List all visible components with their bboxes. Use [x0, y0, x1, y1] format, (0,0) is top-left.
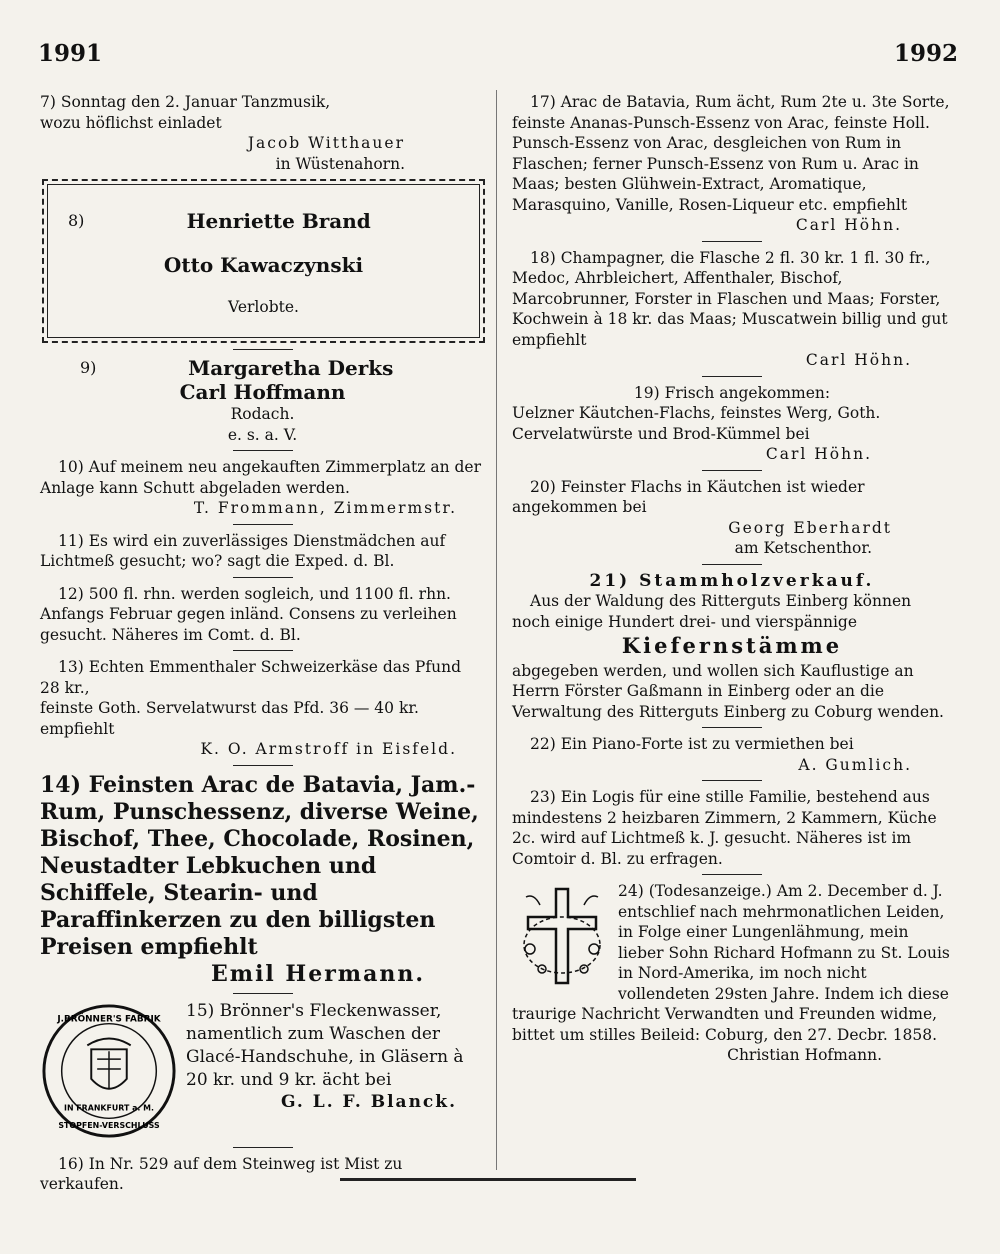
ad-13-signature: K. O. Armstroff in Eisfeld.	[200, 740, 457, 758]
ad-13	[40, 657, 485, 760]
right-column	[512, 92, 952, 1071]
ad-24-text: 24) (Todesanzeige.) Am 2. December d. J. entschlief nach mehrmonatlichen Leiden, in Folge einer Lungenlähmung, mein lieber Sohn Richard Hofmann zu St. Louis in Nord-Amerika, im noch nicht vollendeten 29sten Jahre. Indem ich diese traurige Nachricht Verwandten und Freunden widme, bittet um stilles Beileid: Coburg, den 27. Decbr. 1858.	[512, 882, 950, 1044]
ad-8-name1	[54, 209, 473, 233]
separator	[233, 1147, 293, 1148]
page-number-left: 1991	[38, 40, 103, 67]
ad-7-line2: wozu höflichst einladet	[40, 113, 222, 132]
ad-22	[512, 734, 952, 775]
ad-19-text: Uelzner Käutchen-Flachs, feinstes Werg, Goth. Cervelatwürste und Brod-Kümmel bei	[512, 404, 881, 443]
ad-21-heading: 21) Stammholzverkauf.	[589, 570, 875, 591]
ad-12-text: 12) 500 fl. rhn. werden sogleich, und 1100 fl. rhn. Anfangs Februar gegen inländ. Consens zu verleihen gesucht. Näheres im Comt. d. Bl.	[40, 584, 457, 644]
ad-23-text: 23) Ein Logis für eine stille Familie, bestehend aus mindestens 2 heizbaren Zimmern, 2 Kammern, Küche 2c. wird auf Lichtmeß k. J. gesucht. Näheres ist im Comtoir d. Bl. zu erfragen.	[512, 788, 937, 868]
ad-18-signature: Carl Höhn.	[805, 351, 912, 369]
ad-21	[512, 571, 952, 723]
footer-rule	[340, 1178, 636, 1181]
ad-10	[40, 457, 485, 519]
ad-9-place: Rodach.	[230, 405, 295, 423]
ad-15-signature: G. L. F. Blanck.	[281, 1091, 457, 1112]
ad-7	[40, 92, 485, 174]
ad-13-line1: 13) Echten Emmenthaler Schweizerkäse das Pfund 28 kr.,	[40, 658, 461, 697]
separator	[233, 450, 293, 451]
ad-19-signature: Carl Höhn.	[765, 445, 872, 463]
separator	[233, 765, 293, 766]
ad-8-engagement-frame	[42, 179, 485, 343]
stamp-bottom-text: STOPFEN-VERSCHLUSS	[58, 1120, 160, 1130]
ad-9	[40, 356, 485, 445]
separator	[702, 470, 762, 471]
separator	[233, 993, 293, 994]
ad-8-name2: Otto Kawaczynski	[163, 253, 364, 277]
ad-17-signature: Carl Höhn.	[795, 216, 902, 234]
ad-22-text: 22) Ein Piano-Forte ist zu vermiethen bei	[530, 735, 854, 753]
ad-11	[40, 531, 485, 572]
ad-14	[40, 772, 485, 988]
ad-21-text1: Aus der Waldung des Ritterguts Einberg können noch einige Hundert drei- und vierspännige	[512, 592, 912, 631]
broenner-seal-icon	[40, 1002, 178, 1140]
ad-8-status: Verlobte.	[228, 298, 299, 316]
ad-21-product: Kiefernstämme	[621, 633, 843, 658]
separator	[702, 874, 762, 875]
ad-9-note: e. s. a. V.	[227, 425, 298, 444]
ad-20-place: am Ketschenthor.	[734, 539, 872, 557]
separator	[702, 376, 762, 377]
ad-20-signature: Georg Eberhardt	[728, 518, 892, 537]
ad-7-line1: 7) Sonntag den 2. Januar Tanzmusik,	[40, 93, 331, 111]
ad-20-text: 20) Feinster Flachs in Käutchen ist wieder angekommen bei	[512, 477, 865, 516]
left-column	[40, 92, 485, 1200]
ad-18	[512, 248, 952, 371]
stamp-top-text: J.BRÖNNER'S FABRIK	[57, 1014, 161, 1025]
ad-24	[512, 881, 952, 1066]
separator	[233, 524, 293, 525]
ad-8-name1-text: Henriette Brand	[186, 209, 371, 233]
ad-19	[512, 383, 952, 465]
ad-17	[512, 92, 952, 236]
ad-9-name1	[40, 356, 485, 380]
ad-7-signature: Jacob Witthauer	[247, 134, 405, 152]
ad-15	[40, 1000, 485, 1142]
ad-19-heading: 19) Frisch angekommen:	[633, 383, 831, 402]
separator	[233, 577, 293, 578]
ad-12	[40, 584, 485, 646]
ad-13-line2: feinste Goth. Servelatwurst das Pfd. 36 — 40 kr. empfiehlt	[40, 699, 419, 738]
ad-10-signature: T. Frommann, Zimmermstr.	[193, 499, 457, 517]
ad-20	[512, 477, 952, 559]
ad-9-name1-text: Margaretha Derks	[188, 356, 394, 380]
ad-23	[512, 787, 952, 869]
ad-15-text: 15) Brönner's Fleckenwasser, namentlich zum Waschen der Glacé-Handschuhe, in Gläsern à 20 kr. und 9 kr. ächt bei	[186, 1000, 464, 1090]
ad-8-number: 8)	[68, 211, 85, 230]
ad-9-number: 9)	[80, 358, 97, 377]
ad-22-signature: A. Gumlich.	[798, 755, 912, 774]
ad-9-name2: Carl Hoffmann	[179, 380, 346, 404]
ad-11-text: 11) Es wird ein zuverlässiges Dienstmädchen auf Lichtmeß gesucht; wo? sagt die Exped. d. Bl.	[40, 531, 446, 570]
page-number-right: 1992	[893, 40, 958, 67]
ad-18-text: 18) Champagner, die Flasche 2 fl. 30 kr. 1 fl. 30 fr., Medoc, Ahrbleichert, Affenthaler, Bischof, Marcobrunner, Forster in Flaschen und Maas; Forster, Kochwein à 18 kr. das Maas; Muscatwein billig und gut empfiehlt	[512, 248, 948, 349]
separator	[702, 780, 762, 781]
separator	[702, 564, 762, 565]
stamp-mid-text: IN FRANKFURT a. M.	[64, 1102, 154, 1112]
ad-21-text2: abgegeben werden, und wollen sich Kauflustige an Herrn Förster Gaßmann in Einberg oder an die Verwaltung des Ritterguts Einberg zu Coburg wenden.	[512, 661, 944, 721]
ad-16	[40, 1154, 485, 1195]
funeral-cross-wreath-icon	[512, 883, 612, 991]
ad-7-place: in Wüstenahorn.	[275, 154, 405, 173]
separator	[233, 349, 293, 350]
column-divider	[496, 90, 497, 1170]
ad-16-text: 16) In Nr. 529 auf dem Steinweg ist Mist zu verkaufen.	[40, 1154, 403, 1193]
ad-17-text: 17) Arac de Batavia, Rum ächt, Rum 2te u. 3te Sorte, feinste Ananas-Punsch-Essenz von Arac, feinste Holl. Punsch-Essenz von Arac, desgleichen von Rum in Flaschen; ferner Punsch-Essenz von Rum u. Arac in Maas; besten Glühwein-Extract, Aromatique, Marasquino, Vanille, Rosen-Liqueur etc. empfiehlt	[512, 93, 950, 214]
separator	[702, 241, 762, 242]
ad-14-signature: Emil Hermann.	[211, 960, 425, 987]
ad-10-text: 10) Auf meinem neu angekauften Zimmerplatz an der Anlage kann Schutt abgeladen werden.	[40, 458, 481, 497]
separator	[702, 727, 762, 728]
ad-24-signature: Christian Hofmann.	[727, 1046, 882, 1064]
separator	[233, 650, 293, 651]
ad-14-text: 14) Feinsten Arac de Batavia, Jam.-Rum, Punschessenz, diverse Weine, Bischof, Thee, Chocolade, Rosinen, Neustadter Lebkuchen und Schiffele, Stearin- und Paraffinkerzen zu den billigsten Preisen empfiehlt	[40, 771, 479, 960]
